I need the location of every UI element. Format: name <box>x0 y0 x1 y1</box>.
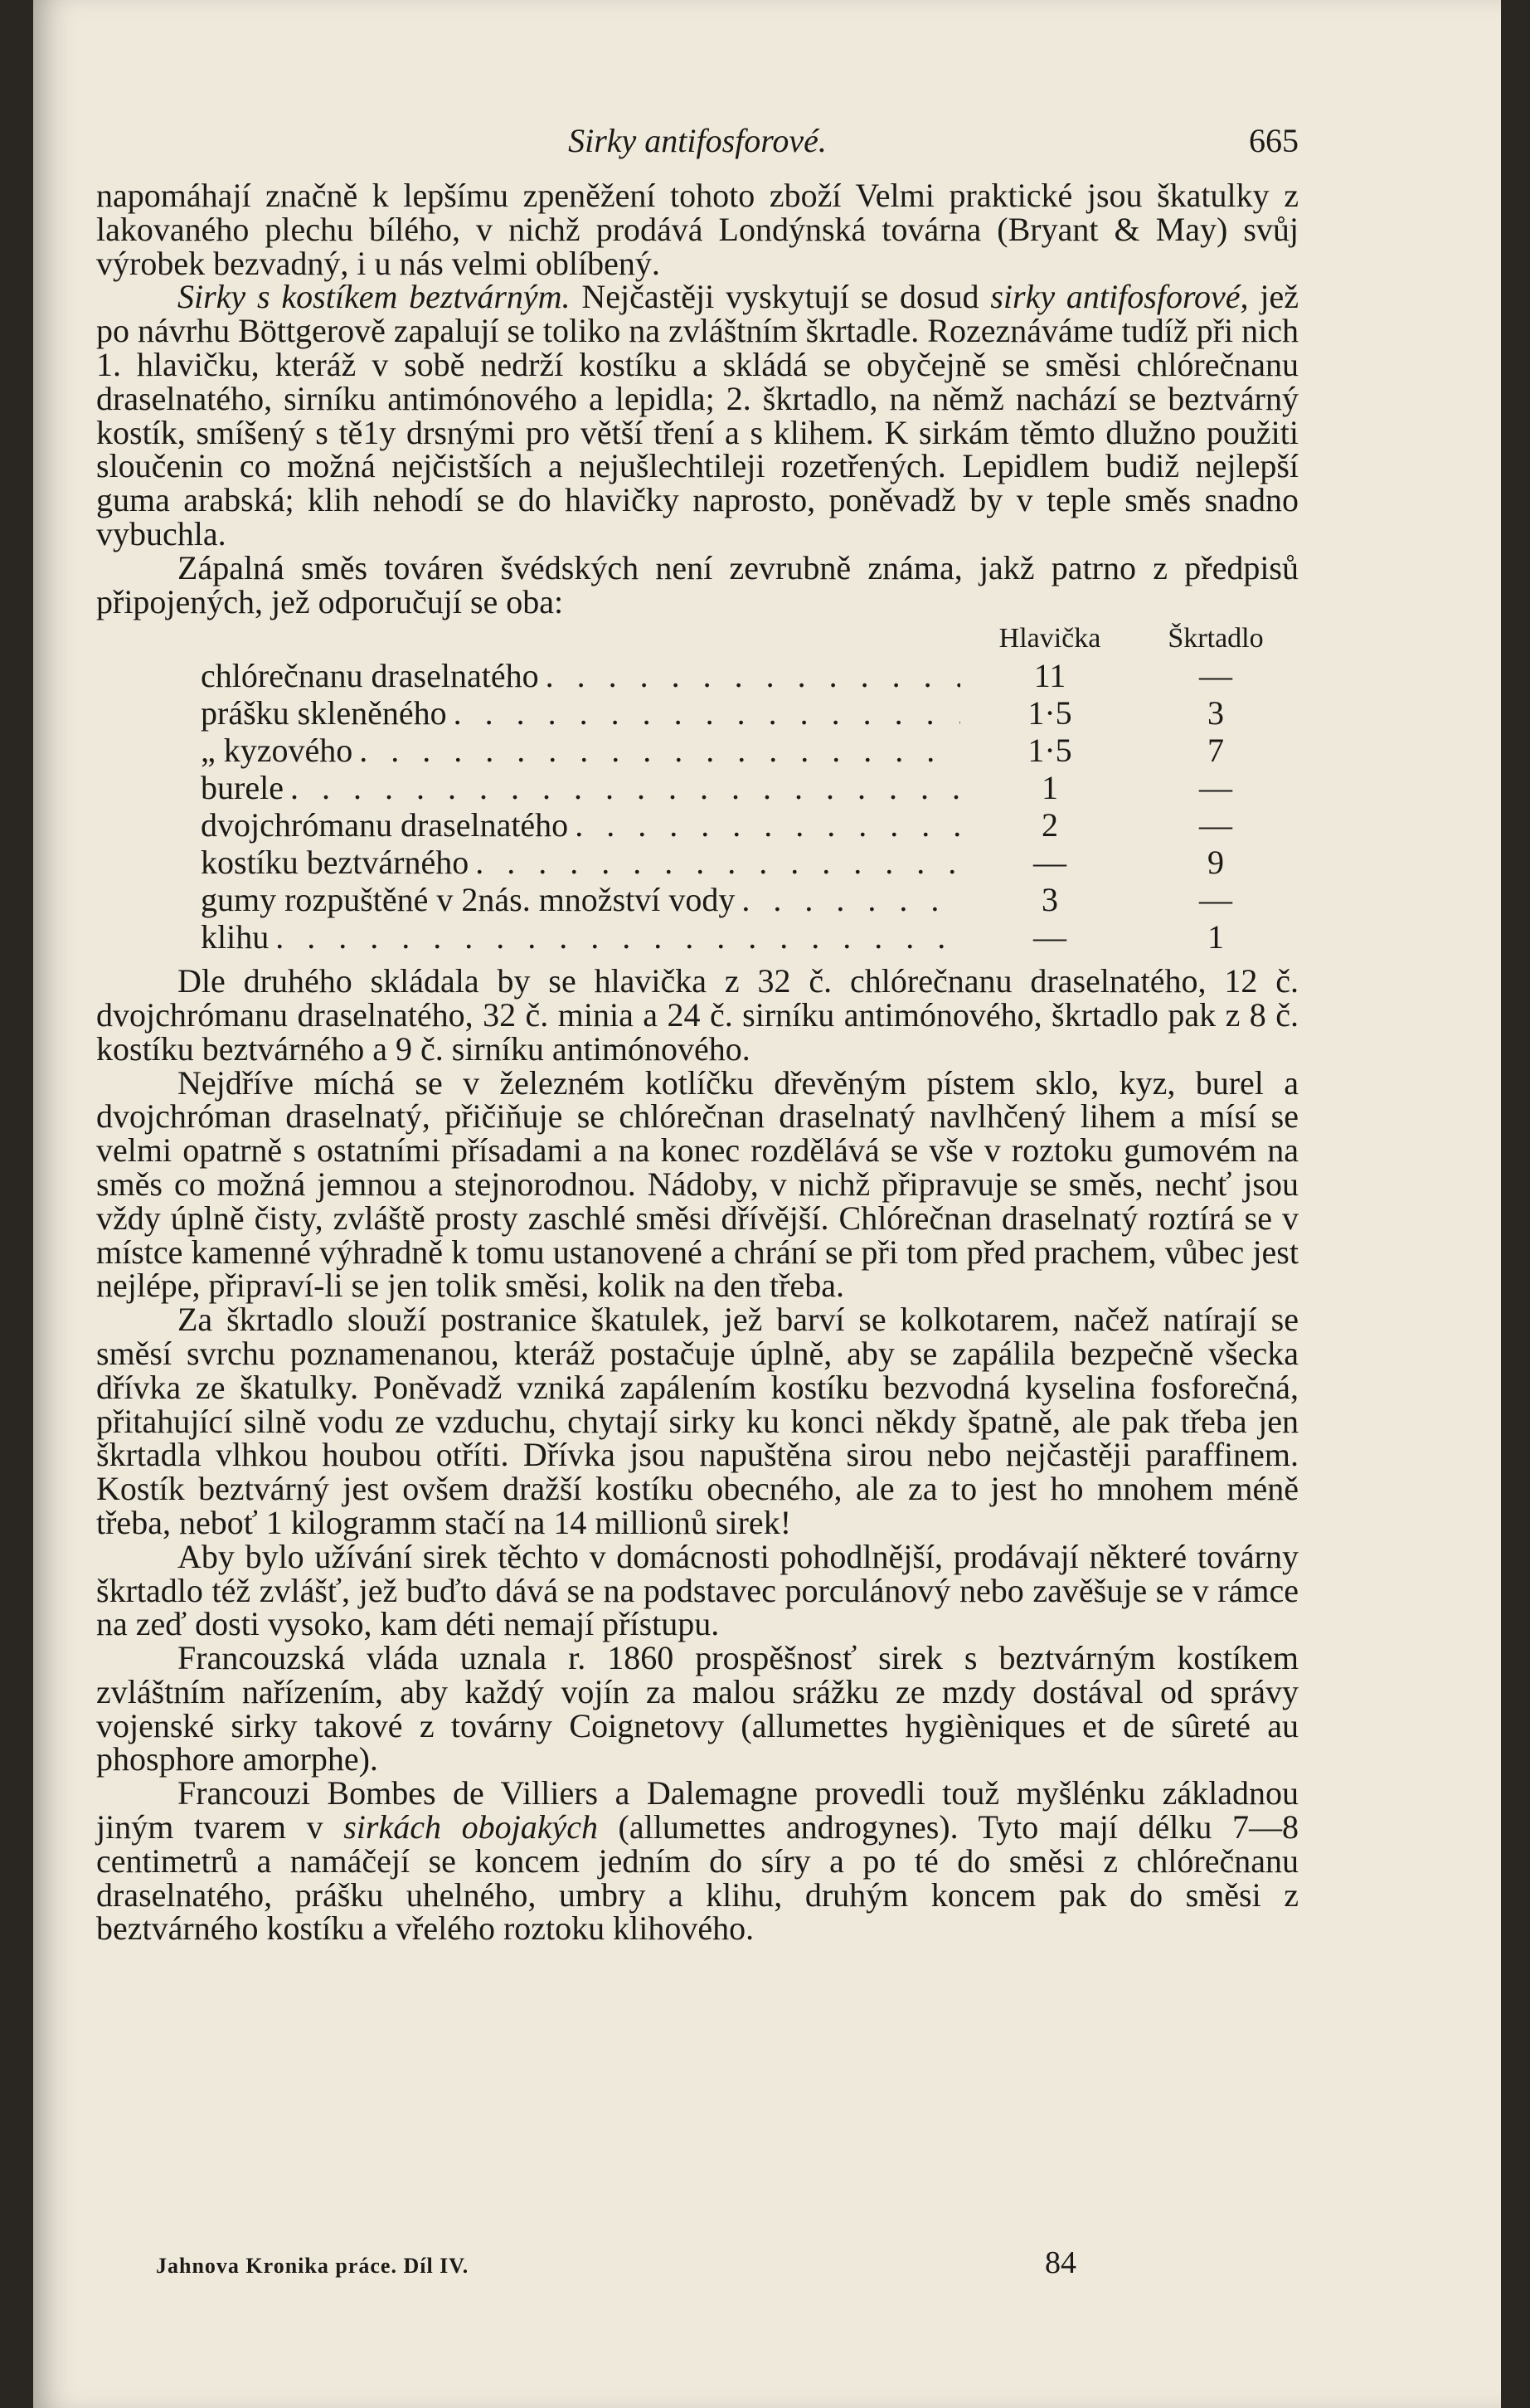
paragraph <box>96 280 1299 551</box>
strike-value: 7 <box>1207 732 1224 770</box>
strike-value: — <box>1199 769 1232 807</box>
paragraph <box>96 1774 1299 1948</box>
paragraph-text: jež po návrhu Böttgerově zapalují se toliko na zvláštním škrtadle. Rozeznáváme tudíž při nich 1. hlavičku, kteráž v sobě nedrží kostíku a skládá se obyčejně se směsi chlórečnanu draselnatého, sirníku antimónového a lepidla; 2. škrtadlo, na němž nachází se beztvárný kostík, smíšený s tě1y drsnými pro větší tření a s klihem. K sirkám těmto dlužno použiti sloučenin co možná nejčistších a nejušlechtileji rozetřených. Lepidlem budiž nejlepší guma arabská; klih nehodí se do hlavičky naprosto, poněvadž by v teple směs snadno vybuchla. <box>96 278 1299 552</box>
ingredient-label: gumy rozpuštěné v 2nás. množství vody <box>201 881 736 919</box>
ingredient-label: klihu <box>201 918 270 956</box>
strike-value: — <box>1199 881 1232 919</box>
head-value: — <box>1033 918 1066 956</box>
page-text <box>96 124 1299 1946</box>
dot-leader <box>575 809 960 843</box>
recipe-row <box>96 734 1299 771</box>
ingredient-label: burele <box>201 769 284 807</box>
printer-signature: Jahnova Kronika práce. Díl IV. <box>156 2254 469 2278</box>
column-header-strike: Škrtadlo <box>1168 623 1264 654</box>
head-value: 2 <box>1042 806 1058 844</box>
recipe-row <box>96 806 1299 846</box>
dot-leader <box>275 921 960 955</box>
paragraph: Dle druhého skládala by se hlavička z 32 č. chlórečnanu draselnatého, 12 č. dvojchrómanu draselnatého, 32 č. minia a 24 č. sirníku antimónového, škrtadlo pak z 8 č. kostíku beztvárného a 9 č. sirníku antimónového. <box>96 962 1299 1068</box>
running-title: Sirky antifosforové. <box>568 122 827 159</box>
dot-leader <box>290 771 960 805</box>
sheet-number: 84 <box>1045 2245 1076 2280</box>
recipe-row <box>96 771 1299 809</box>
dot-leader <box>546 659 960 693</box>
strike-value: 9 <box>1207 844 1224 882</box>
head-value: 1·5 <box>1027 694 1072 732</box>
recipe-row <box>96 659 1299 697</box>
recipe-row <box>96 883 1299 921</box>
strike-value: — <box>1199 657 1232 695</box>
dot-leader <box>741 883 960 917</box>
ingredient-label: chlórečnanu draselnatého <box>201 657 539 695</box>
head-value: 1·5 <box>1027 732 1072 770</box>
strike-value: 1 <box>1207 918 1224 956</box>
head-value: 11 <box>1033 657 1066 695</box>
dot-leader <box>454 697 960 731</box>
paragraph-text: Nejčastěji vyskytují se dosud <box>570 278 991 316</box>
recipe-rows <box>96 659 1299 958</box>
strike-value: 3 <box>1207 694 1224 732</box>
section-heading: Sirky s kostíkem beztvárným. <box>177 278 571 316</box>
paragraph: Francouzská vláda uznala r. 1860 prospěšnosť sirek s beztvárným kostíkem zvláštním nařízením, aby každý vojín za malou srážku ze mzdy dostával od správy vojenské sirky takové z továrny Coignetovy (allumettes hygièniques et de sûreté au phosphore amorphe). <box>96 1639 1299 1778</box>
column-header-head: Hlavička <box>998 623 1101 654</box>
paragraph: Aby bylo užívání sirek těchto v domácnosti pohodlnější, prodávají některé továrny škrtadlo též zvlášť, jež buďto dává se na podstavec porculánový nebo zavěšuje se v rámce na zeď dosti vysoko, kam déti nemají přístupu. <box>96 1537 1299 1643</box>
emphasis: sirkách obojakých <box>343 1808 598 1846</box>
page-footer <box>156 2245 1300 2281</box>
paragraph: Za škrtadlo slouží postranice škatulek, jež barví se kolkotarem, načež natírají se směsí svrchu poznamenanou, kteráž postačuje úplně, aby se zapálila bezpečně všecka dřívka ze škatulky. Poněvadž vzniká zapálením kostíku bezvodná kyselina fosforečná, přitahující silně vodu ze vzduchu, chytají sirky ku konci někdy špatně, ale pak třeba jen škrtadla vlhkou houbou otříti. Dřívka jsou napuštěna sirou nebo nejčastěji paraffinem. Kostík beztvárný jest ovšem dražší kostíku obecného, ale za to jest ho mnohem méně třeba, neboť 1 kilogramm stačí na 14 millionů sirek! <box>96 1301 1299 1541</box>
paragraph: Nejdříve míchá se v železném kotlíčku dřevěným pístem sklo, kyz, burel a dvojchróman draselnatý, přičiňuje se chlórečnan draselnatý navlhčený lihem a mísí se velmi opatrně s ostatními přísadami a na konec rozdělává se vše v roztoku gumovém na směs co možná jemnou a stejnorodnou. Nádoby, v nichž připravuje se směs, nechť jsou vždy úplně čisty, zvláště prosty zaschlé směsi dřívější. Chlórečnan draselnatý roztírá se v místce kamenné výhradně k tomu ustanovené a chrání se při tom před prachem, vůbec jest nejlépe, připraví-li se jen tolik směsi, kolik na den třeba. <box>96 1063 1299 1305</box>
ingredient-label: „ kyzového <box>201 732 353 770</box>
dot-leader <box>475 846 960 880</box>
paragraph: napomáhají značně k lepšímu zpeněžení tohoto zboží Velmi praktické jsou škatulky z lakovaného plechu bílého, v nichž prodává Londýnská továrna (Bryant & May) svůj výrobek bezvadný, i u nás velmi oblíbený. <box>96 177 1299 282</box>
recipe-row <box>96 918 1299 958</box>
head-value: 3 <box>1042 881 1058 919</box>
head-value: 1 <box>1042 769 1058 807</box>
emphasis: sirky antifosforové, <box>990 278 1249 316</box>
running-head <box>96 124 1299 166</box>
paragraph-text: (allumettes androgynes). Tyto mají délku 7—8 centimetrů a namáčejí se koncem jedním do síry a po té do směsi z chlórečnanu draselnatého, prášku uhelného, umbry a klihu, druhým koncem pak do směsi z beztvárného kostíku a vřelého roztoku klihového. <box>96 1808 1299 1948</box>
paragraph-text: Francouzi Bombes de Villiers a Dalemagne provedli touž myšlénku základnou jiným tvarem v <box>96 1774 1299 1846</box>
dot-leader <box>359 734 960 768</box>
strike-value: — <box>1199 806 1232 844</box>
recipe-row <box>96 694 1299 734</box>
recipe-header <box>96 622 1299 656</box>
recipe-table <box>96 622 1299 958</box>
book-page <box>33 0 1501 2408</box>
page-number: 665 <box>1249 122 1299 159</box>
recipe-row <box>96 846 1299 883</box>
ingredient-label: prášku skleněného <box>201 694 447 732</box>
ingredient-label: dvojchrómanu draselnatého <box>201 806 569 844</box>
ingredient-label: kostíku beztvárného <box>201 844 469 882</box>
paragraph: Zápalná směs továren švédských není zevrubně známa, jakž patrno z předpisů připojených, jež odporučují se oba: <box>96 548 1299 620</box>
head-value: — <box>1033 844 1066 882</box>
